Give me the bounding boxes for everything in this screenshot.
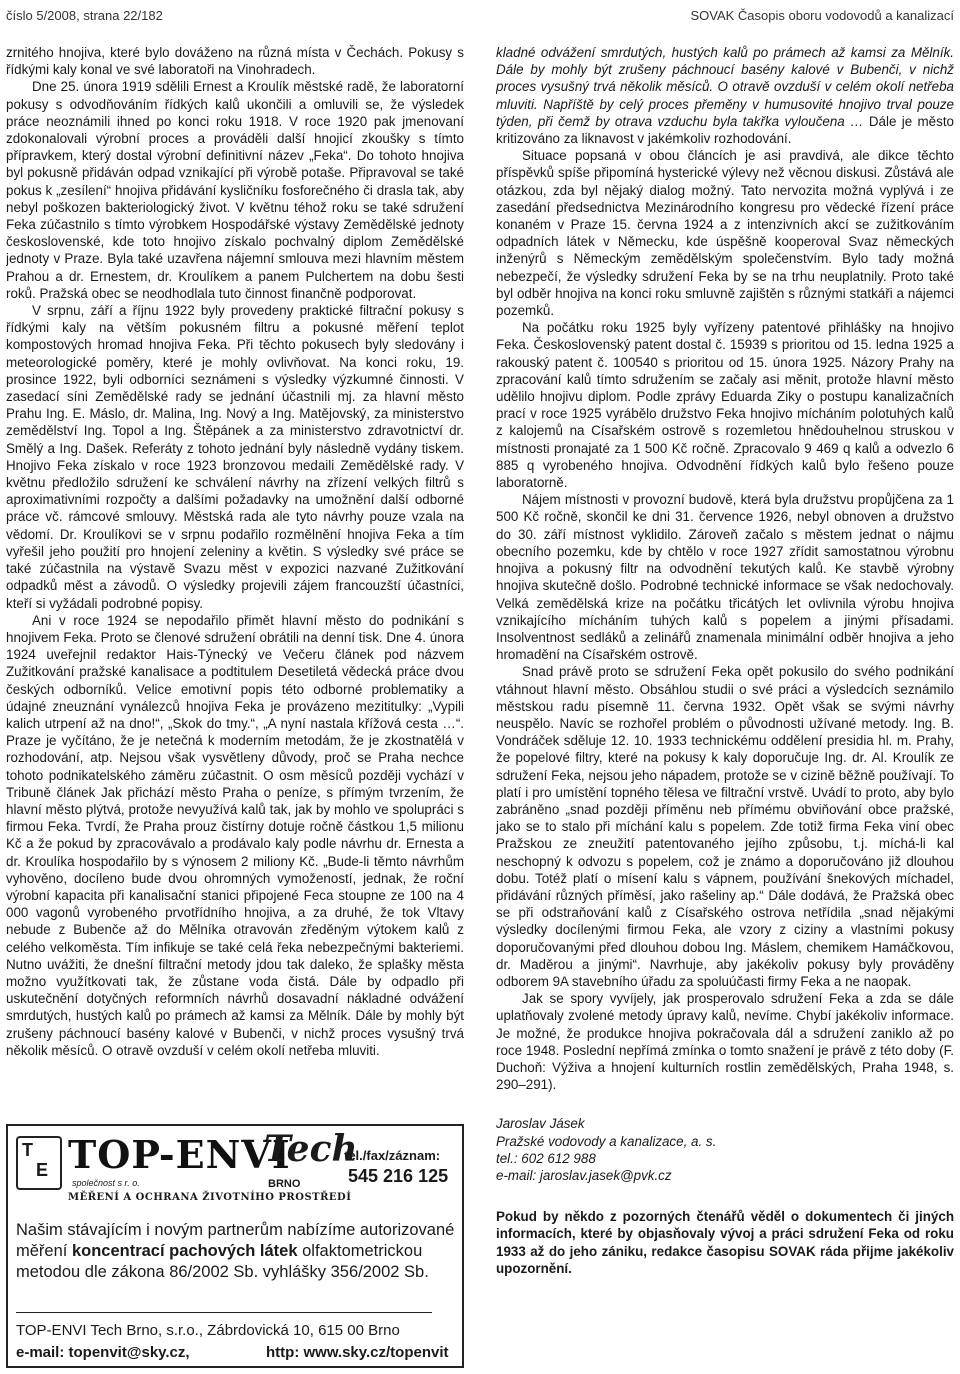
advertisement-top-envi: [6, 1124, 464, 1368]
ad-brand-sub: společnost s r. o.: [72, 1178, 140, 1188]
paragraph: Na počátku roku 1925 byly vyřízeny patentové přihlášky na hnojivo Feka. Československý patent dostal č. 15939 s prioritou od 15. ledna 1925 a rakouský patent č. 100540 s prioritou od 15. února 1925. Názory Prahy na zpracování kalů tímto sdružením se začaly asi měnit, protože hlavní město udělilo hnojivu diplom. Podle zprávy Eduarda Ziky o postupu kanalizačních prací v roce 1925 vyrábělo družstvo Feka hnojivo mícháním polotuhých kalů z kalojemů na Císařském ostrově s rozemletou hnědouhelnou struskou v místnosti pronajaté za 1 500 Kč ročně. Zpracovalo 9 469 q kalů a odvezlo 6 885 q vyrobeného hnojiva. Odvodnění řídkých kalů bylo řešeno pouze laboratorně.: [496, 320, 954, 491]
author-signature: Jaroslav Jásek Pražské vodovody a kanalizace, a. s. tel.: 602 612 988 e-mail: jaroslav.jasek@pvk.cz: [496, 1116, 717, 1183]
page-header: [0, 0, 960, 32]
paragraph: kladné odvážení smrdutých, hustých kalů po prámech až kamsi za Mělník. Dále by mohly být zrušeny páchnoucí basény kalové v Bubenči, v nichž proces vysušný trvá několik měsíců. O otravě ovzduší v celém okolí netřeba mluviti. Napříště by celý proces přeměny v humusovité hnojivo trval pouze týden, při čemž by otrava vzduchu byla takřka vyloučena … Dále je město kritizováno za liknavost v jakémkoliv rozhodování.: [496, 45, 954, 147]
ad-tel-label: tel./fax/záznam:: [344, 1148, 441, 1163]
ad-brand: TOP-ENVI: [68, 1132, 291, 1177]
ad-divider: [16, 1312, 432, 1313]
editorial-note: Pokud by někdo z pozorných čtenářů věděl o dokumentech či jiných informacích, které by objasňovaly vývoj a práci sdružení Feka od roku 1933 až do jeho zániku, redakce časopisu SOVAK ráda přijme jakékoliv upozornění.: [496, 1209, 954, 1276]
ad-tel-number: 545 216 125: [348, 1166, 449, 1186]
ad-brand-city: BRNO: [268, 1178, 301, 1190]
paragraph: Nájem místnosti v provozní budově, která byla družstvu propůjčena za 1 500 Kč ročně, skončil ke dni 31. července 1926, nebyl obnoven a družstvo do 30. září místnost vyklidilo. Zároveň začalo s městem jednat o nájmu obecního pozemku, kde by chtělo v roce 1927 zřídit samostatnou výrobnu hnojiva a pokusný filtr na odvodnění tekutých kalů. Ke stavbě výrobny hnojiva skutečně došlo. Podrobné technické informace se však nedochovaly. Velká zemědělská krize na počátku třicátých let ovlivnila výrobu hnojiva vznikajícího mícháním tuhých kalů s popelem a jinými přísadami. Insolventnost sedláků a zelinářů znamenala minimální odběr hnojiva a jeho hromadění na Císařském ostrově.: [496, 492, 954, 663]
ad-email: e-mail: topenvit@sky.cz,: [16, 1344, 190, 1361]
ad-text: Našim stávajícím i novým partnerům nabízíme autorizované měření koncentrací pachových látek olfaktometrickou metodou dle zákona 86/2002 Sb. vyhlášky 356/2002 Sb.: [16, 1221, 455, 1281]
paragraph: Snad právě proto se sdružení Feka opět pokusilo do svého podnikání vtáhnout hlavní město. Obsáhlou studii o své práci a výsledcích seznámilo městskou radu písemně 11. června 1932. Opět však se svými návrhy neuspělo. Navíc se rozhořel problém o původnosti užívané metody. Ing. B. Vondráček sděluje 12. 10. 1933 technickému oddělení presidia hl. m. Prahy, že popelové filtry, které na pokusy k kaly doporučuje Ing. dr. Al. Kroulík ze sdružení Feka, nejsou jeho nápadem, protože se v cizině běžně používají. To platí i pro umístění topného tělesa ve filtrační vrstvě. Uvádí to proto, aby bylo zabráněno „snad později příměnu neb přímému obviňování obce pražské, jako se to stalo při míchání kalu s popelem. Zde totiž firma Feka viní obec Pražskou ze zneužití patentovaného jejího způsobu, t.j. míchá-li kal neschopný k odvozu s popelem, což je známo a doporučováno již dlouhou dobu. Totéž platí o mísení kalu s vápnem, používání šnekových míchadel, přidávání různých příměsí, jako rašeliny ap.“ Dále dodává, že Pražská obec se při odstraňování kalů z Císařského ostrova netřídila „snad nějakými výsledky docílenými firmou Feka, ale vzory z ciziny a vlastními pokusy doporučovanými před dlouhou dobou Ing. Máslem, chemikem Hamáčkovou, dr. Maděrou a jinými“. Navrhuje, aby jakékoliv pokusy byly prováděny odborem 9A stavebního úřadu za spoluúčasti firmy Feka a ne naopak.: [496, 664, 954, 989]
paragraph: Situace popsaná v obou článcích je asi pravdivá, ale dikce těchto příspěvků spíše připomíná hysterické výlevy než věcnou diskusi. Zůstává ale otázkou, zda byl nějaký dialog možný. Tato nervozita možná vyplývá i ze zasedání předsednictva Mezinárodního kongresu pro vědecké řízení práce konaném v Praze 15. června 1924 a z intenzivních akcí se zužitkováním odpadních látek v Německu, kde úspěšně kooperoval Svaz německých inženýrů s Německým zemědělským společenstvím. Bylo tady možná nebezpečí, že výsledky sdružení Feka by se na trhu neuplatnily. Proto také byl odběr hnojiva na konci roku smluvně zajištěn s různými statkáři a nájemci pozemků.: [496, 148, 954, 319]
paragraph: Ani v roce 1924 se nepodařilo přimět hlavní město do podnikání s hnojivem Feka. Proto se členové sdružení obrátili na denní tisk. Dne 4. února 1924 uveřejnil redaktor Hais-Týnecký ve Večeru článek pod názvem Zužitkování pražské kanalisace a podtitulem Desetiletá vědecká práce dvou českých odborníků. Velice emotivní popis této odborné problematiky a údajné zneuznání vynálezců hnojiva Feka je provázeno mezititulky: „Vypili kalich utrpení až na dno!“, „Skok do tmy.“, „A nyní nastala křížová cesta …“. Praze je vyčítáno, že je netečná k moderním metodám, že je zkostnatělá v rozhodování, atp. Nejsou však vysvětleny důvody, proč se Praha nechce tohoto podnikatelského záměru zúčastnit. O osm měsíců později vychází v Tribuně článek Jak přichází město Praha o peníze, s přímým tvrzením, že hlavní město plýtvá, protože nevyužívá kalů tak, jak by mohlo ve spolupráci s firmou Feka. Tvrdí, že Praha prouz čistírny dotuje ročně částkou 1,5 milionu Kč a že pokud by zpracovávalo a prodávalo kaly podle návrhu dr. Ernesta a dr. Kroulíka hospodařilo by s výnosem 2 miliony Kč. „Bude-li těmto návrhům vyhověno, docíleno bude dvou ohromných vymožeností, jednak, že roční výrobní kapacita při kanalisační stanici připojené Feca stoupne ze 100 na 4 000 vagonů vyrobeného prvotřídního hnojiva, a za druhé, že tok Vltavy nebude z Bubenče až do Mělníka otravován zředěným výtokem kalů z celého velkoměsta. Tím infikuje se také celá řeka nebezpečnými bakteriemi. Nutno uvážiti, že dnešní filtrační metody jdou tak daleko, že splašky města možno využítkovati tak, že zůstane voda čistá. Dále by odpadlo při uskutečnění dotyčných reformních návrhů dosavadní nákladné odvážení smrdutých, hustých kalů po prámech až kamsi za Mělník. Dále by mohly být zrušeny páchnoucí basény kalové v Bubenči, v nichž proces vysušný trvá několik měsíců. O otravě ovzduší v celém okolí netřeba mluviti.: [6, 612, 464, 1058]
article-column-right: [496, 44, 954, 1374]
journal-title: SOVAK Časopis oboru vodovodů a kanalizací: [690, 8, 954, 23]
article-column-left: [6, 44, 464, 1104]
ad-motto: MĚŘENÍ A OCHRANA ŽIVOTNÍHO PROSTŘEDÍ: [68, 1192, 352, 1203]
issue-page-label: číslo 5/2008, strana 22/182: [6, 8, 163, 23]
paragraph: zrnitého hnojiva, které bylo dováženo na různá místa v Čechách. Pokusy s řídkými kaly konal ve své laboratoři na Vinohradech.: [6, 45, 464, 78]
ad-brand-tech: Tech: [264, 1128, 358, 1170]
top-envi-logo: T E: [16, 1136, 62, 1190]
ad-website: http: www.sky.cz/topenvit: [266, 1344, 449, 1361]
paragraph: Jak se spory vyvíjely, jak prosperovalo sdružení Feka a zda se dále uplatňovaly zvolené metody úpravy kalů, nevíme. Chybí jakékoliv informace. Je možné, že produkce hnojiva pokračovala dál a sdružení zaniklo až po roce 1948. Poslední nepřímá zmínka o tomto snažení je právě z této doby (F. Duchoň: Výživa a hnojení kulturních rostlin zemědělských, Praha 1948, s. 290–291).: [496, 991, 954, 1093]
paragraph: Dne 25. února 1919 sdělili Ernest a Kroulík městské radě, že laboratorní pokusy s odvodňováním řídkých kalů ukončili a omluvili se, že výsledek práce neoznámili ihned po konci roku 1918. V roce 1920 pak jmenovaní zdokonalovali výrobní proces a prováděli další hnojicí zkoušky s tímto přípravkem, který dostal výrobní definitivní název „Feka“. Do tohoto hnojiva byl pokusně přidáván odpad vznikající při výrobě potaše. Připravoval se také pokus k „zesílení“ hnojiva přidávání kysličníku fosforečného či drasla tak, aby nebyl poškozen bakteriologický život. V květnu téhož roku se také sdružení Feka zúčastnilo s tímto výrobkem Hospodářské výstavy Zemědělské jednoty československé, kde toto hnojivo získalo pochvalný diplom Zemědělské jednoty v Praze. Byla také uzavřena nájemní smlouva mezi hlavním městem Prahou a dr. Ernestem, dr. Kroulíkem a panem Pulchertem na dobu šesti roků. Pražská obec se neodhodlala tuto činnost finančně podporovat.: [6, 79, 464, 301]
ad-address: TOP-ENVI Tech Brno, s.r.o., Zábrdovická 10, 615 00 Brno: [16, 1322, 400, 1339]
paragraph: V srpnu, září a říjnu 1922 byly provedeny praktické filtrační pokusy s řídkými kaly na větším pokusném filtru a pokusné měření teplot kompostových hromad hnojiva Feka. Při těchto pokusech byly sledovány i meteorologické poměry, které je mohly ovlivňovat. Na konci roku, 19. prosince 1922, byli odborníci seznámeni s výsledky výzkumné činnosti. V zasedací síni Zemědělské rady se jednání účastnili mj. za hlavní město Prahu Ing. E. Máslo, dr. Malina, Ing. Nový a Ing. Matějovský, za ministerstvo zemědělství Ing. Topol a Ing. Štěpánek a za ministerstvo zdravotnictví dr. Smělý a Ing. Dašek. Referáty z tohoto jednání byly následně vydány tiskem. Hnojivo Feka získalo v roce 1923 bronzovou medaili Zemědělské rady. V květnu předložilo sdružení ke schválení návrhy na zřízení velkých filtrů s aproximativními rozpočty a dalšími požadavky na umožnění další odborné práce vč. rámcové smlouvy. Městská rada ale tyto návrhy pouze vzala na vědomí. Dr. Kroulíkovi se v srpnu podařilo rozmělnění hnojiva Feka a tím vyřešil jeho použití pro hnojení zeleniny a květin. S výsledky své práce se také zúčastnila na výstavě Svazu měst v expozici nazvané Zužitkování odpadků měst a závodů. O výsledky projevili zájem francouzští účastníci, kteří si vyžádali podrobné popisy.: [6, 303, 464, 611]
